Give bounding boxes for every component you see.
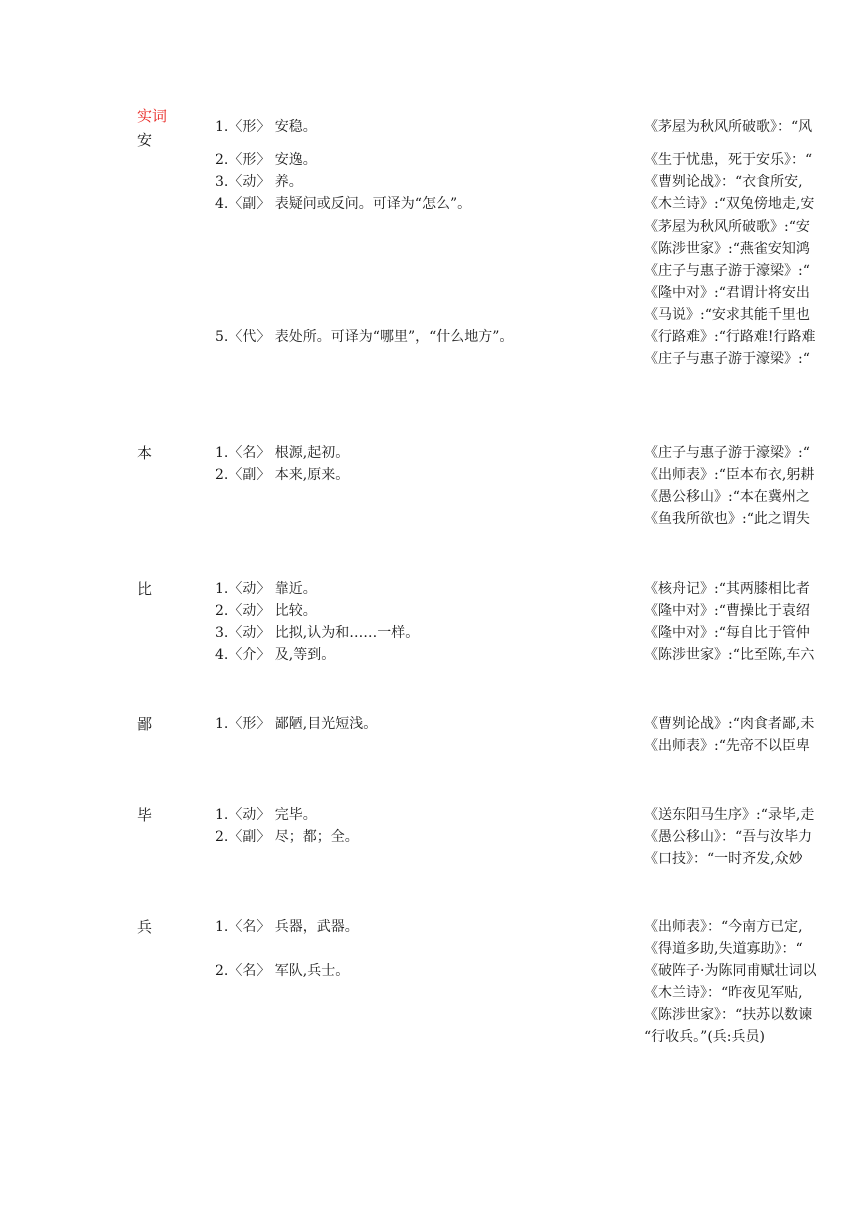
headword: 本	[137, 444, 153, 462]
example: 《木兰诗》：“昨夜见军贴,	[644, 985, 803, 1001]
example: 《出师表》:“先帝不以臣卑	[644, 738, 810, 754]
definition: 2.〈副〉 本来,原来。	[215, 467, 350, 483]
example: 《庄子与惠子游于濠梁》:“	[644, 351, 810, 367]
example: 《愚公移山》:“本在冀州之	[644, 489, 810, 505]
definition: 5.〈代〉 表处所。可译为“哪里”，“什么地方”。	[215, 329, 514, 345]
example: 《木兰诗》:“双兔傍地走,安	[644, 196, 815, 212]
definition: 1.〈形〉 安稳。	[215, 119, 317, 135]
example: 《行路难》:“行路难!行路难	[644, 329, 816, 345]
example: 《送东阳马生序》:“录毕,走	[644, 807, 815, 823]
definition: 1.〈动〉 靠近。	[215, 581, 317, 597]
example: 《生于忧患，死于安乐》：“	[644, 152, 813, 168]
example: 《出师表》：“今南方已定,	[644, 919, 803, 935]
example: 《核舟记》:“其两膝相比者	[644, 581, 810, 597]
headword: 比	[137, 580, 153, 598]
example: 《鱼我所欲也》:“此之谓失	[644, 511, 810, 527]
example: 《得道多助,失道寡助》：“	[644, 941, 803, 957]
definition: 2.〈形〉 安逸。	[215, 152, 317, 168]
example: 《愚公移山》：“吾与汝毕力	[644, 829, 813, 845]
definition: 2.〈副〉 尽；都；全。	[215, 829, 359, 845]
definition: 1.〈动〉 完毕。	[215, 807, 317, 823]
example: 《曹刿论战》:“肉食者鄙,未	[644, 716, 815, 732]
example: 《口技》：“一时齐发,众妙	[644, 851, 803, 867]
definition: 2.〈名〉 军队,兵士。	[215, 963, 350, 979]
example: 《隆中对》:“每自比于管仲	[644, 625, 810, 641]
example: 《曹刿论战》：“衣食所安,	[644, 174, 803, 190]
definition: 1.〈形〉 鄙陋,目光短浅。	[215, 716, 378, 732]
definition: 2.〈动〉 比较。	[215, 603, 317, 619]
definition: 3.〈动〉 比拟,认为和……一样。	[215, 625, 420, 641]
example: 《茅屋为秋风所破歌》：“风	[644, 119, 813, 135]
example: 《陈涉世家》:“比至陈,车六	[644, 647, 815, 663]
example: 《马说》:“安求其能千里也	[644, 307, 810, 323]
headword: 安	[137, 131, 153, 149]
example: 《陈涉世家》：“扶苏以数谏	[644, 1007, 813, 1023]
example: 《出师表》:“臣本布衣,躬耕	[644, 467, 815, 483]
example: 《陈涉世家》:“燕雀安知鸿	[644, 241, 810, 257]
example: 《庄子与惠子游于濠梁》:“	[644, 263, 810, 279]
headword: 兵	[137, 918, 153, 936]
section-label: 实词	[137, 107, 168, 125]
definition: 4.〈介〉 及,等到。	[215, 647, 336, 663]
example: “行收兵。”(兵:兵员)	[644, 1029, 765, 1045]
definition: 3.〈动〉 养。	[215, 174, 303, 190]
example: 《庄子与惠子游于濠梁》:“	[644, 445, 810, 461]
example: 《隆中对》:“曹操比于袁绍	[644, 603, 810, 619]
definition: 1.〈名〉 根源,起初。	[215, 445, 350, 461]
example: 《破阵子·为陈同甫赋壮词以	[644, 963, 817, 979]
example: 《茅屋为秋风所破歌》:“安	[644, 219, 810, 235]
definition: 1.〈名〉 兵器，武器。	[215, 919, 359, 935]
headword: 毕	[137, 806, 153, 824]
definition: 4.〈副〉 表疑问或反问。可译为“怎么”。	[215, 196, 472, 212]
example: 《隆中对》:“君谓计将安出	[644, 285, 810, 301]
headword: 鄙	[137, 715, 153, 733]
